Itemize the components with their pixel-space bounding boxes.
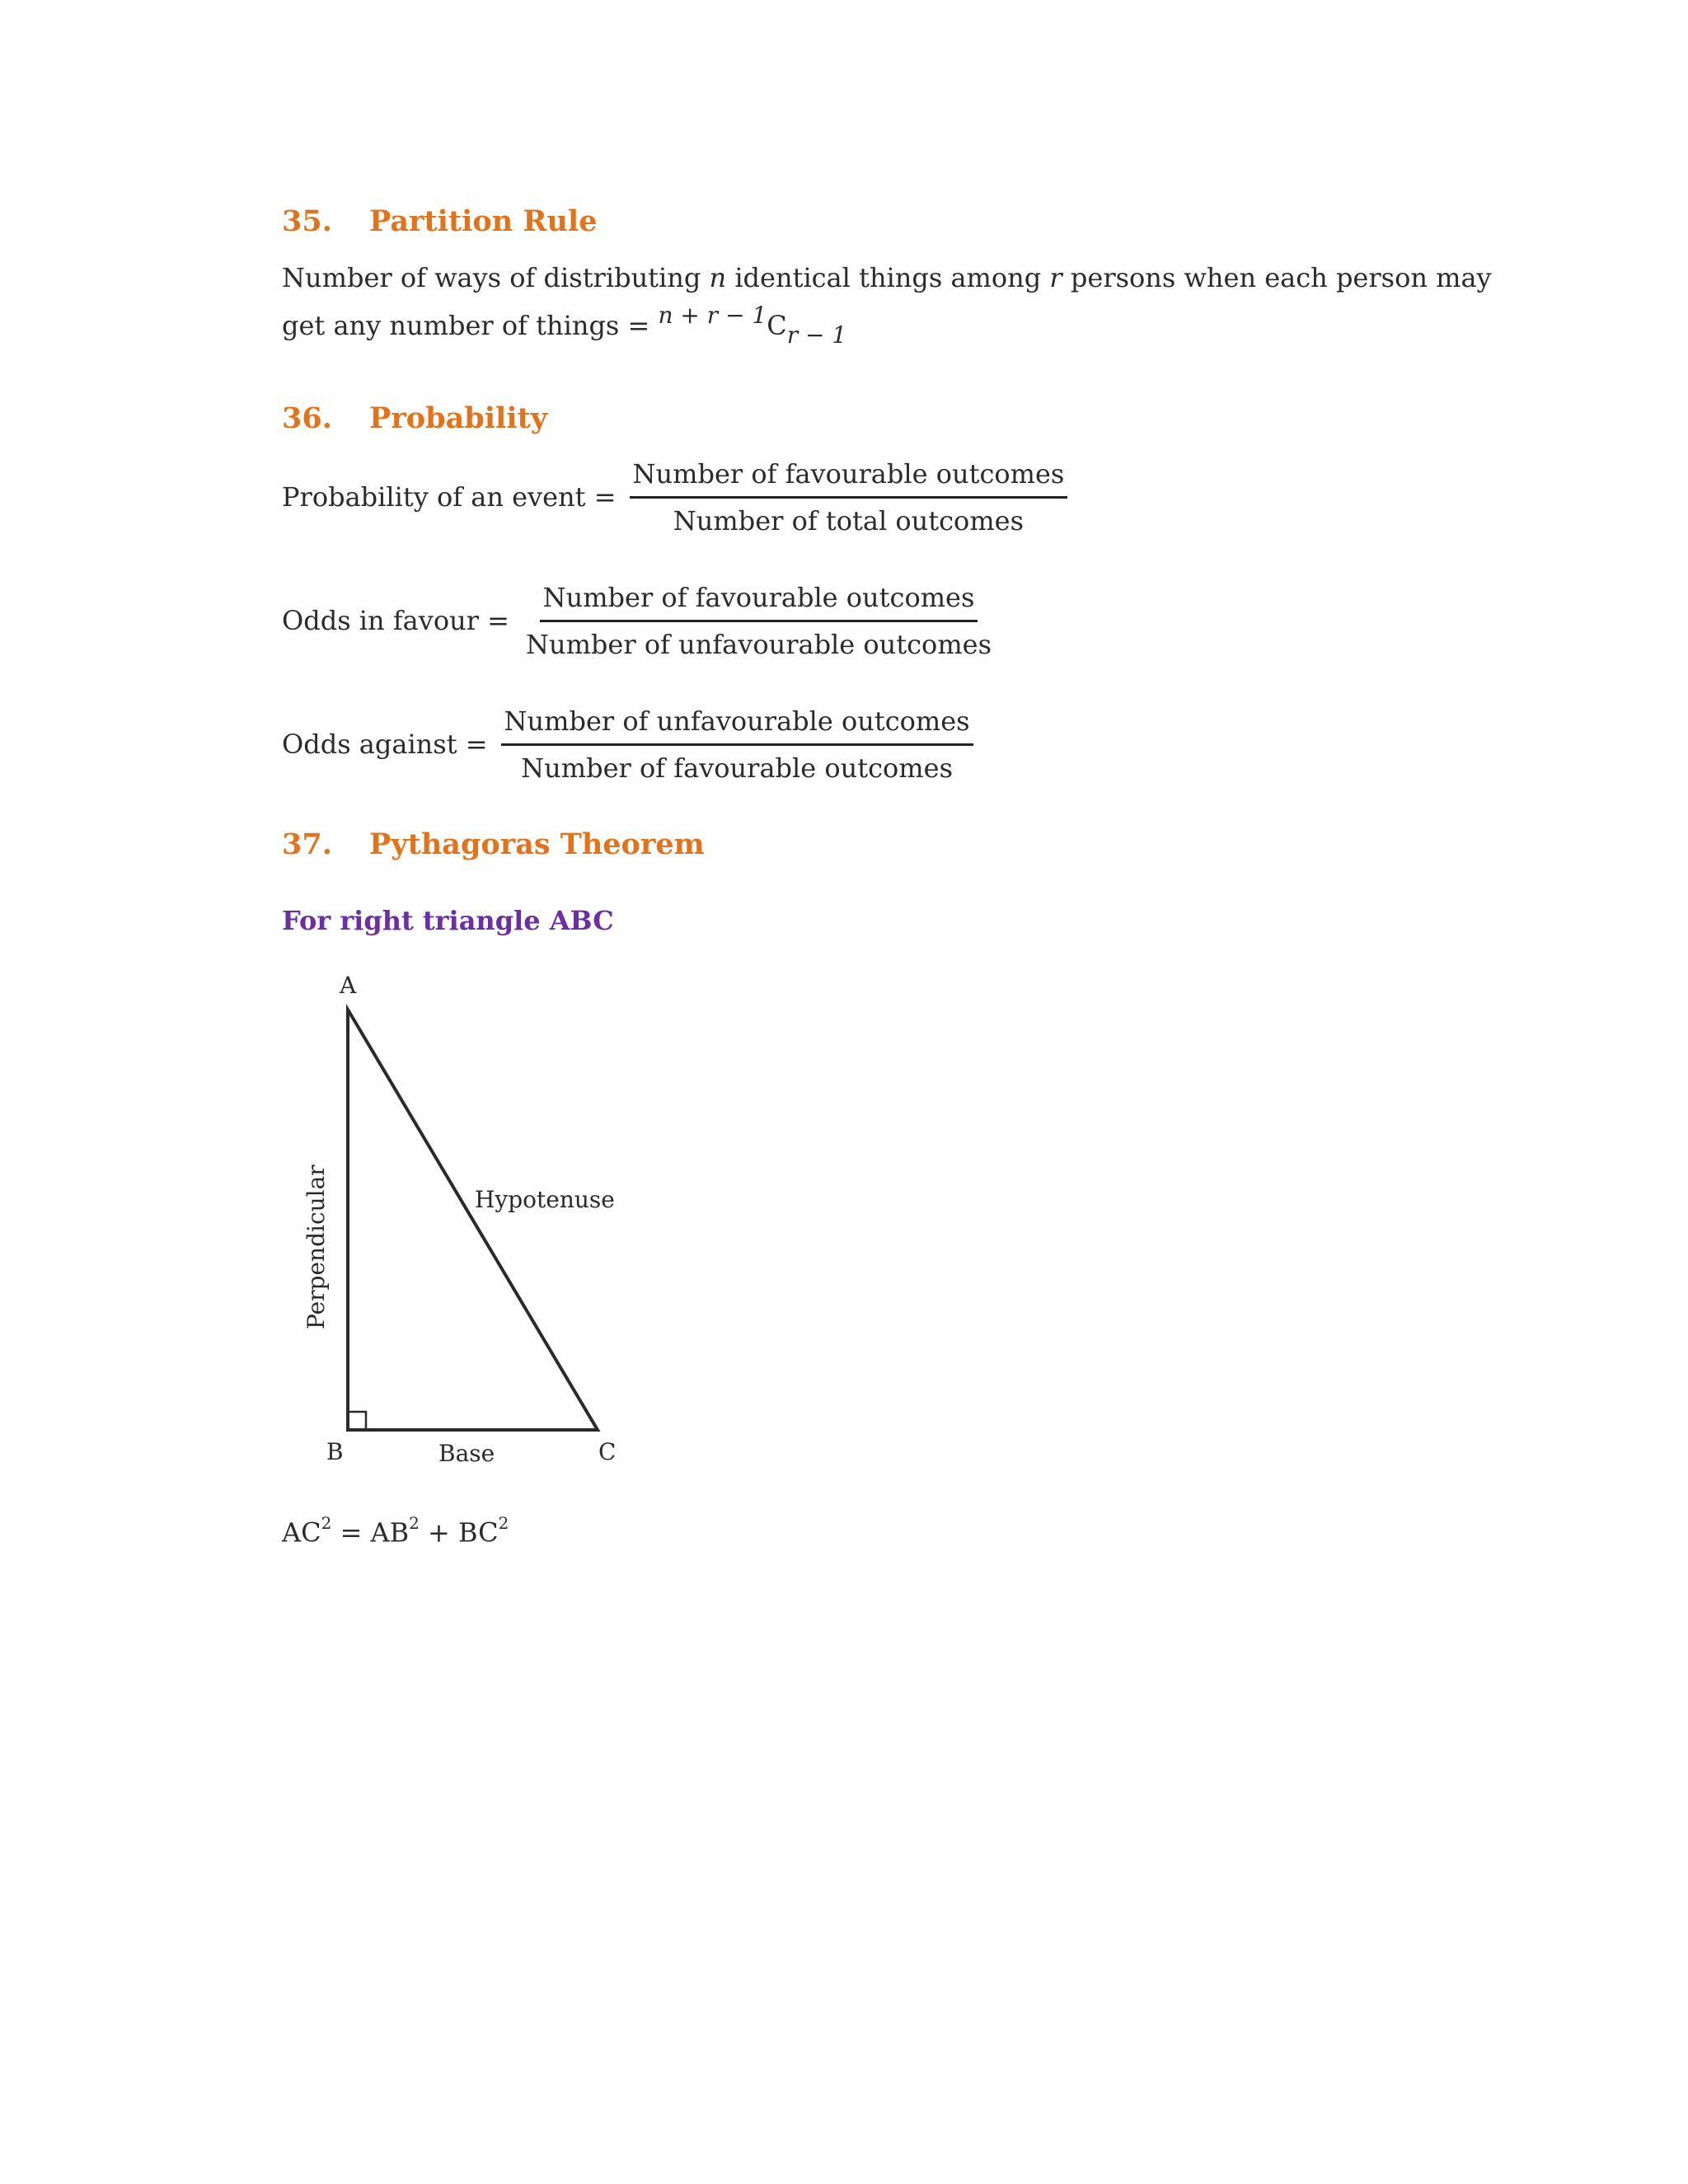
pythagoras-formula bbox=[282, 1513, 509, 1549]
side-label-base: Base bbox=[438, 1440, 495, 1467]
fraction bbox=[501, 705, 973, 784]
formula-term-bc: BC bbox=[458, 1516, 499, 1549]
odds-against-formula bbox=[282, 699, 973, 790]
side-label-perpendicular: Perpendicular bbox=[302, 1165, 330, 1329]
section-number: 36. bbox=[282, 401, 332, 435]
exponent: 2 bbox=[498, 1513, 509, 1533]
pythagoras-subheading: For right triangle ABC bbox=[282, 905, 614, 936]
section-heading-pythagoras-theorem bbox=[282, 827, 705, 869]
section-number: 37. bbox=[282, 827, 332, 861]
combination-formula bbox=[658, 302, 847, 349]
formula-subscript: r − 1 bbox=[786, 321, 847, 349]
section-heading-partition-rule bbox=[282, 204, 598, 246]
text-segment: identical things among bbox=[726, 262, 1050, 293]
right-angle-marker bbox=[348, 1412, 366, 1430]
section-title: Pythagoras Theorem bbox=[369, 827, 705, 861]
section-title: Probability bbox=[369, 401, 548, 435]
vertex-label-b: B bbox=[326, 1438, 344, 1465]
equals-sign: = bbox=[331, 1516, 371, 1549]
fraction-denominator: Number of favourable outcomes bbox=[521, 752, 953, 784]
fraction-numerator: Number of favourable outcomes bbox=[630, 458, 1068, 499]
vertex-label-a: A bbox=[340, 972, 357, 999]
side-label-hypotenuse: Hypotenuse bbox=[475, 1186, 615, 1213]
paragraph-line-1 bbox=[282, 254, 1492, 302]
section-heading-probability bbox=[282, 401, 547, 443]
text-segment: Number of ways of distributing bbox=[282, 262, 710, 293]
fraction-denominator: Number of unfavourable outcomes bbox=[525, 628, 992, 660]
plus-sign: + bbox=[419, 1516, 458, 1549]
text-segment: get any number of things = bbox=[282, 310, 659, 341]
formula-superscript: n + r − 1 bbox=[658, 302, 767, 329]
section-title: Partition Rule bbox=[369, 204, 598, 238]
formula-term-ac: AC bbox=[282, 1516, 321, 1549]
fraction bbox=[630, 458, 1068, 537]
formula-lhs: Odds against = bbox=[282, 729, 488, 760]
section-number: 35. bbox=[282, 204, 332, 238]
right-triangle-diagram bbox=[297, 968, 659, 1479]
odds-in-favour-formula bbox=[282, 575, 995, 666]
variable-n: n bbox=[709, 262, 727, 293]
partition-rule-paragraph bbox=[282, 254, 1492, 351]
paragraph-line-2 bbox=[282, 302, 1492, 351]
fraction-denominator: Number of total outcomes bbox=[673, 504, 1025, 537]
probability-formula bbox=[282, 452, 1067, 542]
fraction bbox=[523, 582, 995, 660]
variable-r: r bbox=[1049, 262, 1062, 293]
exponent: 2 bbox=[409, 1513, 420, 1533]
formula-lhs: Odds in favour = bbox=[282, 605, 509, 636]
exponent: 2 bbox=[321, 1513, 332, 1533]
triangle-outline bbox=[348, 1010, 598, 1430]
vertex-label-c: C bbox=[598, 1438, 617, 1465]
fraction-numerator: Number of unfavourable outcomes bbox=[501, 705, 973, 746]
formula-term-ab: AB bbox=[370, 1516, 410, 1549]
formula-c: C bbox=[767, 310, 787, 341]
fraction-numerator: Number of favourable outcomes bbox=[540, 582, 978, 622]
formula-lhs: Probability of an event = bbox=[282, 481, 617, 513]
text-segment: persons when each person may bbox=[1062, 262, 1492, 293]
